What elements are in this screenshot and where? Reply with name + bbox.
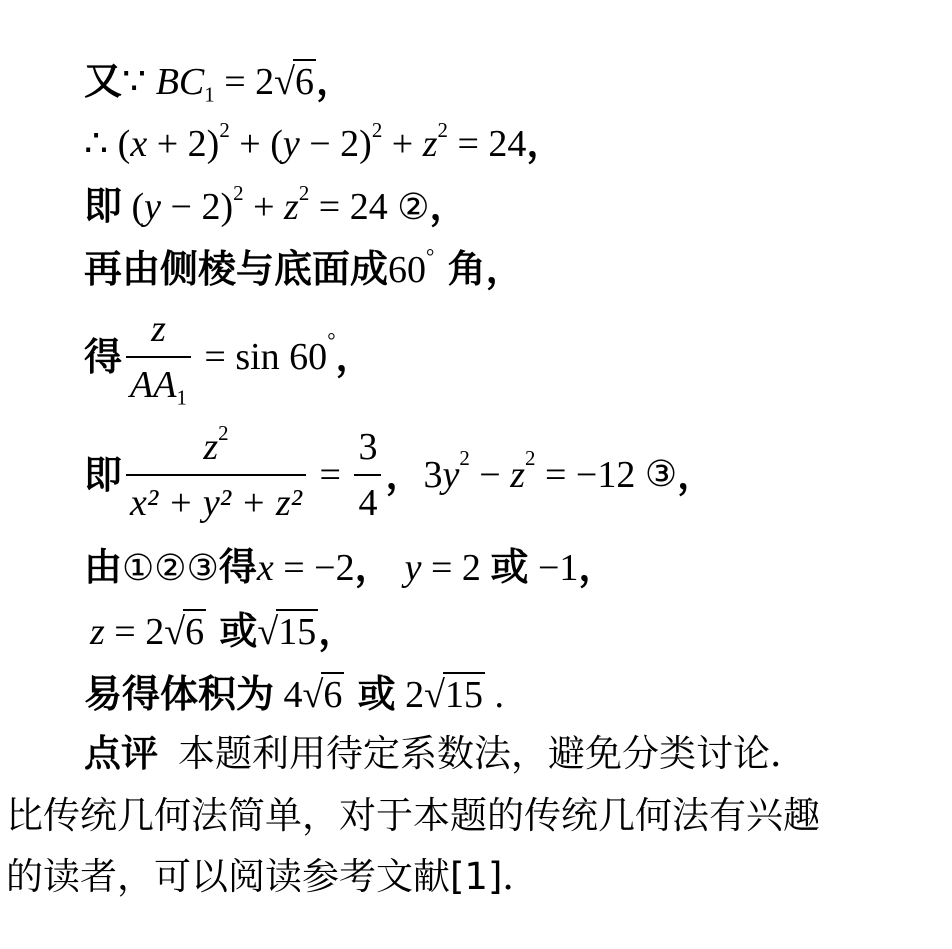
punct: ， [354, 545, 393, 589]
number: 60 [388, 249, 427, 291]
number: 4 [274, 674, 303, 716]
text: 或 [344, 672, 396, 716]
var-x: x [130, 123, 148, 165]
subscript: 1 [204, 82, 215, 107]
paragraph-text: 的读者，可以阅读参考文献[1]． [6, 855, 540, 898]
term: + ( [229, 123, 283, 165]
line-2 [84, 118, 565, 165]
radicand: 6 [295, 61, 315, 103]
term: + [382, 123, 423, 165]
sqrt-expression: √6 [164, 611, 205, 653]
equals: = 2 [214, 61, 275, 103]
paragraph-text: 比传统几何法简单，对于本题的传统几何法有兴趣 [6, 794, 820, 837]
line-3 [84, 181, 468, 228]
equals: = 2 [104, 611, 165, 653]
var-y: y [282, 123, 300, 165]
line-8 [90, 609, 357, 653]
circled-number: ② [397, 187, 430, 228]
fraction [126, 421, 306, 524]
line-11 [6, 794, 820, 837]
punct: . [484, 674, 504, 716]
sqrt-expression: √15 [424, 674, 483, 716]
degree-symbol: ° [426, 244, 435, 269]
equals: = 24 [447, 123, 527, 165]
line-5 [84, 308, 374, 410]
punct: ， [526, 121, 565, 165]
var-x: x [256, 547, 274, 589]
term: − [469, 454, 511, 496]
exponent: 2 [218, 421, 229, 446]
var-z: z [422, 123, 438, 165]
text: 即 [84, 453, 123, 497]
radicand: 6 [185, 611, 205, 653]
punct: ， [316, 59, 355, 103]
sqrt-expression: √15 [257, 611, 317, 653]
exponent: 2 [233, 181, 244, 206]
exponent: 2 [298, 181, 310, 206]
equals: = [310, 454, 351, 496]
equals: = 2 [421, 547, 491, 589]
var-y: y [404, 547, 422, 589]
number: 2 [395, 674, 425, 716]
exponent: 2 [525, 445, 536, 470]
text: 又 [84, 59, 123, 103]
circled-number: ③ [644, 454, 678, 495]
radicand: 15 [444, 674, 483, 716]
line-4 [84, 244, 524, 291]
denominator: 4 [358, 482, 378, 524]
equals: = −12 [535, 454, 645, 496]
text: 得 [218, 545, 257, 589]
var-bc: BC [155, 61, 205, 103]
numerator: z [126, 310, 191, 358]
exponent: 2 [459, 445, 470, 470]
line-10 [84, 732, 807, 775]
line-1 [84, 59, 355, 107]
therefore-symbol: ∴ ( [84, 123, 131, 165]
denominator [126, 358, 191, 410]
term: + [243, 186, 285, 228]
radicand: 6 [323, 674, 343, 716]
var-y: y [144, 186, 162, 228]
text: 或 [206, 609, 258, 653]
text: 再由侧棱与底面成 [84, 247, 389, 291]
var-aa: AA [130, 364, 177, 406]
numerator: 3 [354, 428, 381, 476]
var-z: z [90, 611, 105, 653]
number: 3 [423, 454, 443, 496]
line-6 [84, 421, 716, 524]
degree-symbol: ° [327, 327, 336, 352]
var-z: z [510, 454, 526, 496]
var-y: y [442, 454, 460, 496]
numerator [126, 421, 306, 476]
var-z: z [203, 426, 219, 468]
line-7 [84, 545, 617, 589]
sqrt-expression: √6 [274, 61, 315, 103]
comment-label: 点评 [84, 732, 158, 775]
fraction [126, 308, 191, 410]
because-symbol: ∵ [122, 61, 156, 103]
equals: = 24 [309, 186, 398, 228]
punct: ， [385, 453, 424, 497]
radicand: 15 [278, 611, 317, 653]
line-9 [84, 672, 504, 716]
number: −1 [528, 547, 579, 589]
punct: ， [677, 453, 716, 497]
denominator: x² + y² + z² [130, 482, 302, 524]
circled-numbers: ①②③ [122, 548, 219, 589]
text: 或 [490, 545, 529, 589]
text: 角， [434, 247, 524, 291]
exponent: 2 [371, 118, 383, 143]
fraction [354, 428, 381, 522]
term: − 2) [161, 186, 234, 228]
sqrt-expression: √6 [302, 674, 343, 716]
equals: = sin 60 [194, 336, 328, 378]
punct: ， [335, 335, 374, 379]
term: − 2) [299, 123, 372, 165]
var-z: z [284, 186, 299, 228]
comment-text: 本题利用待定系数法，避免分类讨论． [178, 732, 807, 775]
text: 得 [84, 335, 123, 379]
text: 由 [84, 545, 123, 589]
punct: ， [318, 609, 357, 653]
exponent: 2 [437, 118, 448, 143]
term: ( [122, 186, 145, 228]
equals: = −2 [273, 547, 355, 589]
subscript: 1 [176, 385, 187, 410]
punct: ， [429, 184, 468, 228]
text: 即 [84, 184, 123, 228]
term: + 2) [147, 123, 220, 165]
text: 易得体积为 [84, 672, 275, 716]
line-12 [6, 855, 540, 898]
punct: ， [578, 545, 617, 589]
exponent: 2 [219, 118, 230, 143]
